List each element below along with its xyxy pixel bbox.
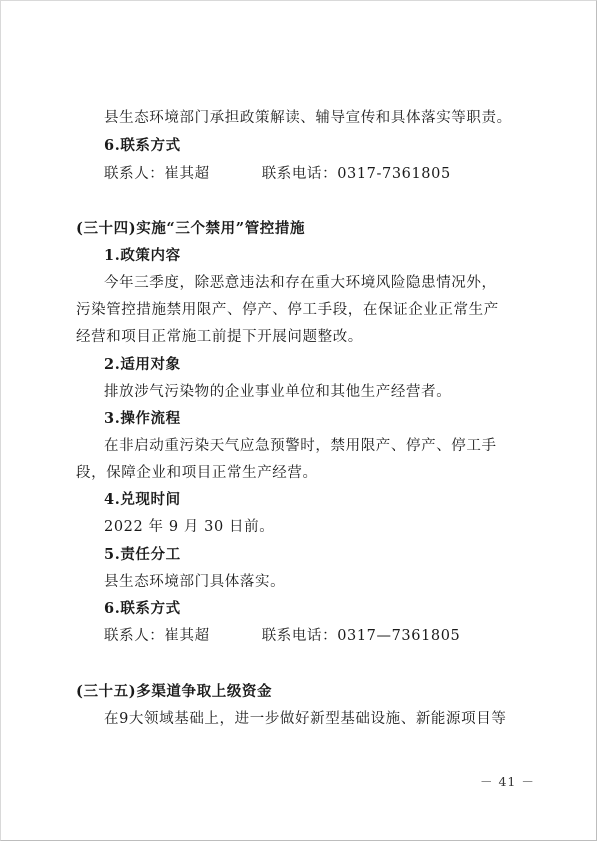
- section-heading: 1.政策内容: [104, 247, 181, 264]
- section-heading: 2.适用对象: [104, 356, 181, 373]
- section-heading: 6.联系方式: [104, 137, 181, 154]
- section-heading: 3.操作流程: [104, 410, 181, 427]
- paragraph-line: 县生态环境部门具体落实。: [104, 574, 286, 590]
- paragraph-line: 2022 年 9 月 30 日前。: [104, 519, 275, 535]
- paragraph-line: 排放涉气污染物的企业事业单位和其他生产经营者。: [104, 384, 452, 400]
- contact-person: 联系人：崔其超: [104, 628, 210, 644]
- paragraph-line: 经营和项目正常施工前提下开展问题整改。: [76, 329, 363, 345]
- paragraph-line: 今年三季度，除恶意违法和存在重大环境风险隐患情况外，: [104, 275, 497, 291]
- contact-phone: 联系电话：0317—7361805: [261, 628, 461, 644]
- contact-line: [104, 626, 460, 646]
- paragraph-line: 县生态环境部门承担政策解读、辅导宣传和具体落实等职责。: [104, 110, 512, 126]
- page-number: － 41 －: [480, 774, 535, 789]
- chapter-heading: (三十五)多渠道争取上级资金: [76, 683, 273, 700]
- section-heading: 6.联系方式: [104, 600, 181, 617]
- contact-person: 联系人：崔其超: [104, 166, 210, 182]
- paragraph-line: 段，保障企业和项目正常生产经营。: [76, 465, 318, 481]
- contact-line: [104, 164, 451, 184]
- section-heading: 5.责任分工: [104, 546, 181, 563]
- paragraph-line: 在非启动重污染天气应急预警时，禁用限产、停产、停工手: [104, 438, 497, 454]
- paragraph-line: 在9大领域基础上，进一步做好新型基础设施、新能源项目等: [104, 711, 507, 727]
- contact-phone: 联系电话：0317-7361805: [261, 166, 451, 182]
- paragraph-line: 污染管控措施禁用限产、停产、停工手段，在保证企业正常生产: [76, 302, 499, 318]
- section-heading: 4.兑现时间: [104, 491, 181, 508]
- chapter-heading: (三十四)实施“三个禁用”管控措施: [76, 220, 306, 237]
